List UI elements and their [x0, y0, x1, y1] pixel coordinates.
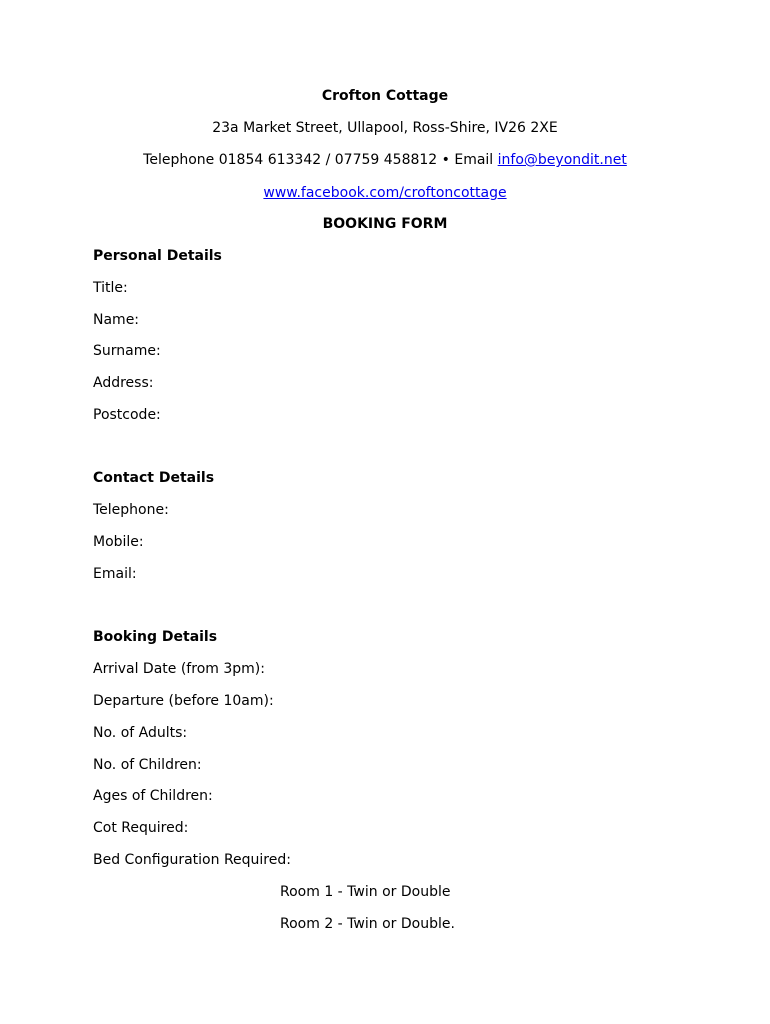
personal-details-heading: Personal Details — [93, 248, 222, 264]
room-1-option: Room 1 - Twin or Double — [280, 884, 451, 900]
postcode-label: Postcode: — [93, 407, 161, 423]
children-ages-label: Ages of Children: — [93, 788, 213, 804]
title-label: Title: — [93, 280, 128, 296]
room-2-option: Room 2 - Twin or Double. — [280, 916, 455, 932]
cottage-name: Crofton Cottage — [321, 88, 449, 104]
telephone-text: Telephone 01854 613342 / 07759 458812 • Email — [143, 152, 498, 168]
contact-line — [0, 151, 770, 169]
email-label: Email: — [93, 566, 137, 582]
form-title: BOOKING FORM — [322, 216, 448, 232]
mobile-label: Mobile: — [93, 534, 144, 550]
contact-details-heading: Contact Details — [93, 470, 215, 486]
telephone-label: Telephone: — [93, 502, 169, 518]
website-link[interactable]: www.facebook.com/croftoncottage — [263, 185, 507, 201]
departure-label: Departure (before 10am): — [93, 693, 274, 709]
arrival-date-label: Arrival Date (from 3pm): — [93, 661, 265, 677]
address-label: Address: — [93, 375, 154, 391]
surname-label: Surname: — [93, 343, 161, 359]
cot-label: Cot Required: — [93, 820, 189, 836]
bed-configuration-label: Bed Configuration Required: — [93, 852, 291, 868]
adults-label: No. of Adults: — [93, 725, 188, 741]
booking-details-heading: Booking Details — [93, 629, 218, 645]
children-label: No. of Children: — [93, 757, 202, 773]
name-label: Name: — [93, 312, 140, 328]
cottage-address: 23a Market Street, Ullapool, Ross-Shire, IV26 2XE — [212, 120, 558, 136]
email-link[interactable]: info@beyondit.net — [497, 152, 627, 168]
website-line — [0, 184, 770, 202]
